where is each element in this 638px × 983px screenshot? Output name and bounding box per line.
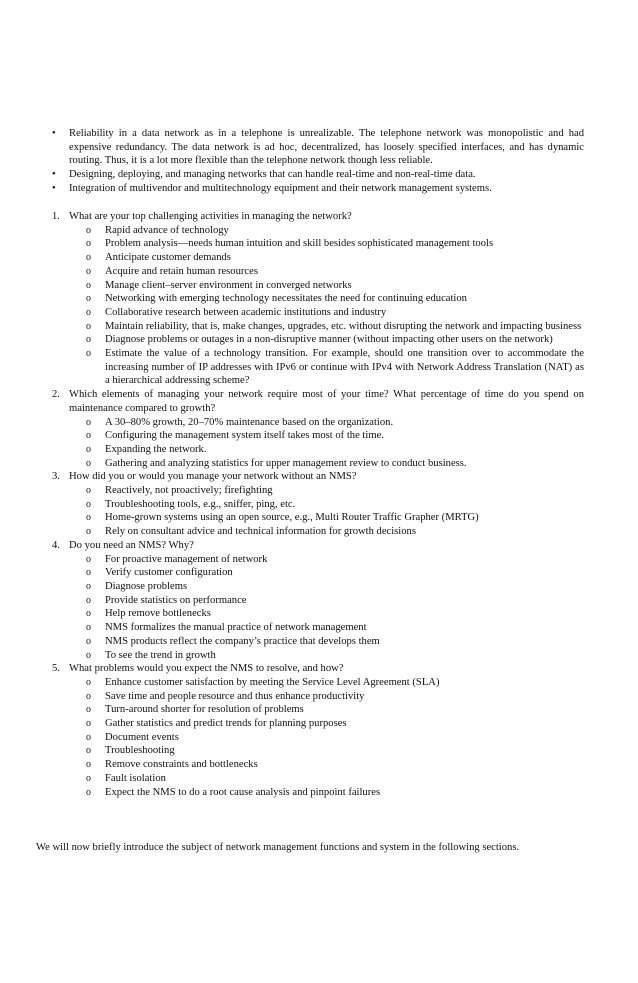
answer-item	[86, 758, 584, 772]
hollow-bullet-icon: o	[86, 252, 91, 264]
intro-bullet-text: Designing, deploying, and managing networks that can handle real-time and non-real-time data.	[69, 169, 476, 181]
hollow-bullet-icon: o	[86, 553, 91, 565]
hollow-bullet-icon: o	[86, 457, 91, 469]
answer-text: A 30–80% growth, 20–70% maintenance based on the organization.	[105, 416, 394, 428]
hollow-bullet-icon: o	[86, 580, 91, 592]
question-item	[52, 210, 584, 388]
answer-item	[86, 786, 584, 800]
answer-item	[86, 580, 584, 594]
hollow-bullet-icon: o	[86, 293, 91, 305]
answer-item	[86, 553, 584, 567]
answer-text: Remove constraints and bottlenecks	[105, 759, 258, 771]
answer-text: Home-grown systems using an open source, e.g., Multi Router Traffic Grapher (MRTG)	[105, 512, 479, 524]
question-number: 3.	[52, 471, 60, 483]
answer-item	[86, 566, 584, 580]
answer-item	[86, 265, 584, 279]
question-item	[52, 539, 584, 662]
answer-item	[86, 292, 584, 306]
hollow-bullet-icon: o	[86, 622, 91, 634]
question-text: Do you need an NMS? Why?	[69, 539, 194, 551]
answer-list	[86, 553, 584, 663]
answer-item	[86, 333, 584, 347]
answer-item	[86, 429, 584, 443]
hollow-bullet-icon: o	[86, 690, 91, 702]
hollow-bullet-icon: o	[86, 649, 91, 661]
answer-item	[86, 703, 584, 717]
answer-text: Expanding the network.	[105, 443, 207, 455]
answer-item	[86, 744, 584, 758]
answer-item	[86, 607, 584, 621]
answer-text: Verify customer configuration	[105, 567, 233, 579]
hollow-bullet-icon: o	[86, 430, 91, 442]
answer-text: Maintain reliability, that is, make changes, upgrades, etc. without disrupting the network and impacting business	[105, 320, 582, 332]
answer-text: Save time and people resource and thus enhance productivity	[105, 690, 365, 702]
hollow-bullet-icon: o	[86, 567, 91, 579]
question-text: Which elements of managing your network require most of your time? What percentage of time do you spend on maintenance compared to growth?	[69, 389, 584, 414]
answer-item	[86, 690, 584, 704]
answer-text: Diagnose problems	[105, 580, 188, 592]
hollow-bullet-icon: o	[86, 512, 91, 524]
answer-item	[86, 525, 584, 539]
answer-text: Estimate the value of a technology transition. For example, should one transition over to accommodate the increasing number of IP addresses with IPv6 or continue with IPv4 with Network Address Translation (NAT) as a hierarchical addressing scheme?	[105, 348, 584, 387]
hollow-bullet-icon: o	[86, 238, 91, 250]
question-number: 2.	[52, 389, 60, 401]
answer-item	[86, 635, 584, 649]
answer-text: Manage client–server environment in converged networks	[105, 279, 352, 291]
answer-list	[86, 416, 584, 471]
hollow-bullet-icon: o	[86, 279, 91, 291]
question-number: 4.	[52, 539, 60, 551]
hollow-bullet-icon: o	[86, 320, 91, 332]
hollow-bullet-icon: o	[86, 704, 91, 716]
answer-item	[86, 731, 584, 745]
question-item	[52, 470, 584, 539]
hollow-bullet-icon: o	[86, 485, 91, 497]
answer-text: Gather statistics and predict trends for planning purposes	[105, 718, 347, 730]
intro-bullet-item	[52, 127, 584, 168]
bullet-icon: •	[52, 128, 56, 139]
answer-text: To see the trend in growth	[105, 649, 216, 661]
hollow-bullet-icon: o	[86, 772, 91, 784]
answer-text: Networking with emerging technology necessitates the need for continuing education	[105, 293, 467, 305]
answer-item	[86, 484, 584, 498]
intro-bullet-list	[52, 127, 584, 196]
answer-text: Collaborative research between academic institutions and industry	[105, 306, 387, 318]
hollow-bullet-icon: o	[86, 334, 91, 346]
answer-text: Gathering and analyzing statistics for upper management review to conduct business.	[105, 457, 467, 469]
answer-item	[86, 306, 584, 320]
question-number: 1.	[52, 211, 60, 222]
hollow-bullet-icon: o	[86, 265, 91, 277]
hollow-bullet-icon: o	[86, 745, 91, 757]
answer-item	[86, 511, 584, 525]
answer-text: Problem analysis—needs human intuition and skill besides sophisticated management tools	[105, 238, 494, 250]
answer-item	[86, 416, 584, 430]
answer-text: Configuring the management system itself takes most of the time.	[105, 430, 384, 442]
answer-item	[86, 237, 584, 251]
answer-text: Enhance customer satisfaction by meeting the Service Level Agreement (SLA)	[105, 676, 440, 688]
answer-item	[86, 443, 584, 457]
hollow-bullet-icon: o	[86, 224, 91, 236]
answer-item	[86, 621, 584, 635]
answer-text: Provide statistics on performance	[105, 594, 247, 606]
answer-text: NMS products reflect the company’s practice that develops them	[105, 635, 380, 647]
hollow-bullet-icon: o	[86, 416, 91, 428]
closing-paragraph: We will now briefly introduce the subject of network management functions and system in the following sections.	[36, 842, 520, 853]
answer-text: Rely on consultant advice and technical information for growth decisions	[105, 526, 416, 538]
answer-text: Expect the NMS to do a root cause analysis and pinpoint failures	[105, 786, 381, 798]
answer-item	[86, 649, 584, 663]
answer-text: Help remove bottlenecks	[105, 608, 211, 620]
question-text: What are your top challenging activities in managing the network?	[69, 211, 352, 222]
answer-item	[86, 594, 584, 608]
answer-list	[86, 484, 584, 539]
hollow-bullet-icon: o	[86, 759, 91, 771]
answer-item	[86, 676, 584, 690]
answer-text: Troubleshooting	[105, 745, 175, 757]
hollow-bullet-icon: o	[86, 443, 91, 455]
hollow-bullet-icon: o	[86, 676, 91, 688]
hollow-bullet-icon: o	[86, 635, 91, 647]
answer-text: For proactive management of network	[105, 553, 268, 565]
answer-item	[86, 279, 584, 293]
answer-text: Anticipate customer demands	[105, 252, 231, 264]
answer-item	[86, 772, 584, 786]
answer-text: Document events	[105, 731, 179, 743]
answer-item	[86, 251, 584, 265]
answer-text: Fault isolation	[105, 772, 166, 784]
question-list	[52, 210, 584, 799]
hollow-bullet-icon: o	[86, 608, 91, 620]
answer-list	[86, 676, 584, 799]
hollow-bullet-icon: o	[86, 306, 91, 318]
answer-text: Rapid advance of technology	[105, 224, 229, 236]
bullet-icon: •	[52, 169, 56, 181]
hollow-bullet-icon: o	[86, 594, 91, 606]
answer-item	[86, 224, 584, 238]
hollow-bullet-icon: o	[86, 718, 91, 730]
answer-item	[86, 320, 584, 334]
hollow-bullet-icon: o	[86, 348, 91, 360]
answer-text: Reactively, not proactively; firefighting	[105, 485, 273, 497]
intro-bullet-text: Reliability in a data network as in a telephone is unrealizable. The telephone network was monopolistic and had expensive redundancy. The data network is ad hoc, decentralized, has loosely specified interfaces, and has dynamic routing. Thus, it is a lot more flexible than the telephone network though less reliable.	[69, 128, 584, 167]
answer-item	[86, 717, 584, 731]
intro-bullet-item	[52, 182, 584, 196]
question-item	[52, 388, 584, 470]
question-text: How did you or would you manage your network without an NMS?	[69, 471, 357, 483]
hollow-bullet-icon: o	[86, 786, 91, 798]
hollow-bullet-icon: o	[86, 498, 91, 510]
intro-bullet-text: Integration of multivendor and multitechnology equipment and their network management systems.	[69, 182, 492, 194]
answer-text: Turn-around shorter for resolution of problems	[105, 704, 304, 716]
answer-text: Diagnose problems or outages in a non-disruptive manner (without impacting other users on the network)	[105, 334, 553, 346]
question-number: 5.	[52, 663, 60, 675]
bullet-icon: •	[52, 182, 56, 194]
answer-text: NMS formalizes the manual practice of network management	[105, 622, 367, 634]
answer-list	[86, 224, 584, 388]
hollow-bullet-icon: o	[86, 731, 91, 743]
answer-item	[86, 457, 584, 471]
answer-text: Acquire and retain human resources	[105, 265, 258, 277]
answer-item	[86, 498, 584, 512]
intro-bullet-item	[52, 168, 584, 182]
answer-text: Troubleshooting tools, e.g., sniffer, ping, etc.	[105, 498, 296, 510]
question-item	[52, 662, 584, 799]
answer-item	[86, 347, 584, 388]
question-text: What problems would you expect the NMS to resolve, and how?	[69, 663, 344, 675]
hollow-bullet-icon: o	[86, 526, 91, 538]
